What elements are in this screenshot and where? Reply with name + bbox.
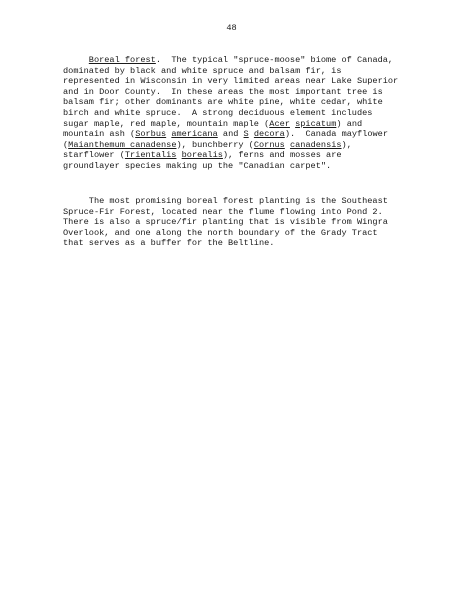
- text-line: [63, 238, 463, 249]
- underlined-term: Boreal forest: [88, 55, 156, 65]
- underlined-term: spicatum: [295, 118, 337, 129]
- text-run: . The typical "spruce-moose" biome of Canada,: [155, 55, 394, 65]
- underlined-term: Sorbus: [135, 129, 167, 140]
- text-line: [63, 140, 463, 151]
- text-line: [63, 129, 463, 140]
- text-run: The most promising boreal forest planting is the Southeast: [63, 196, 388, 206]
- paragraph-plantings: [63, 196, 463, 249]
- underlined-term: Trientalis: [124, 150, 177, 161]
- text-run: sugar maple, red maple, mountain maple (: [63, 118, 270, 129]
- text-run: and: [217, 129, 244, 140]
- text-line: [63, 97, 463, 108]
- text-run: (: [63, 139, 69, 150]
- text-line: [63, 66, 463, 77]
- text-line: [63, 228, 463, 239]
- text-line: [63, 207, 463, 218]
- text-line: [63, 55, 463, 66]
- text-run: starflower (: [63, 150, 125, 161]
- text-line: [63, 87, 463, 98]
- text-run: ). Canada mayflower: [284, 129, 388, 140]
- text-run: mountain ash (: [63, 129, 136, 140]
- text-run: Overlook, and one along the north boundary of the Grady Tract: [63, 227, 378, 238]
- text-run: There is also a spruce/fir planting that is visible from Wingra: [63, 217, 388, 228]
- text-run: Spruce-Fir Forest, located near the flume flowing into Pond 2.: [63, 206, 383, 217]
- underlined-term: Cornus: [253, 139, 285, 150]
- text-run: groundlayer species making up the "Canadian carpet".: [63, 160, 332, 171]
- text-run: ), ferns and mosses are: [222, 150, 342, 161]
- text-line: [63, 76, 463, 87]
- underlined-term: decora: [253, 129, 285, 140]
- underlined-term: Acer: [269, 118, 290, 129]
- underlined-term: americana: [171, 129, 218, 140]
- text-line: [63, 196, 463, 207]
- text-run: birch and white spruce. A strong deciduous element includes: [63, 107, 373, 118]
- text-run: and in Door County. In these areas the most important tree is: [63, 86, 383, 97]
- text-line: [63, 150, 463, 161]
- text-run: represented in Wisconsin in very limited areas near Lake Superior: [63, 76, 399, 87]
- text-line: [63, 161, 463, 172]
- text-run: dominated by black and white spruce and balsam fir, is: [63, 65, 342, 76]
- text-run: [63, 55, 89, 65]
- text-run: that serves as a buffer for the Beltline.: [63, 238, 275, 249]
- underlined-term: S: [243, 129, 249, 140]
- text-run: ), bunchberry (: [176, 139, 254, 150]
- page-number: 48: [226, 23, 237, 33]
- text-run: ) and: [336, 118, 363, 129]
- underlined-term: Maianthemum canadense: [68, 139, 177, 150]
- text-line: [63, 108, 463, 119]
- text-run: ),: [341, 139, 352, 150]
- text-line: [63, 217, 463, 228]
- underlined-term: canadensis: [289, 139, 342, 150]
- underlined-term: borealis: [181, 150, 223, 161]
- text-line: [63, 119, 463, 130]
- text-run: balsam fir; other dominants are white pine, white cedar, white: [63, 97, 383, 108]
- paragraph-boreal-forest: [63, 55, 463, 172]
